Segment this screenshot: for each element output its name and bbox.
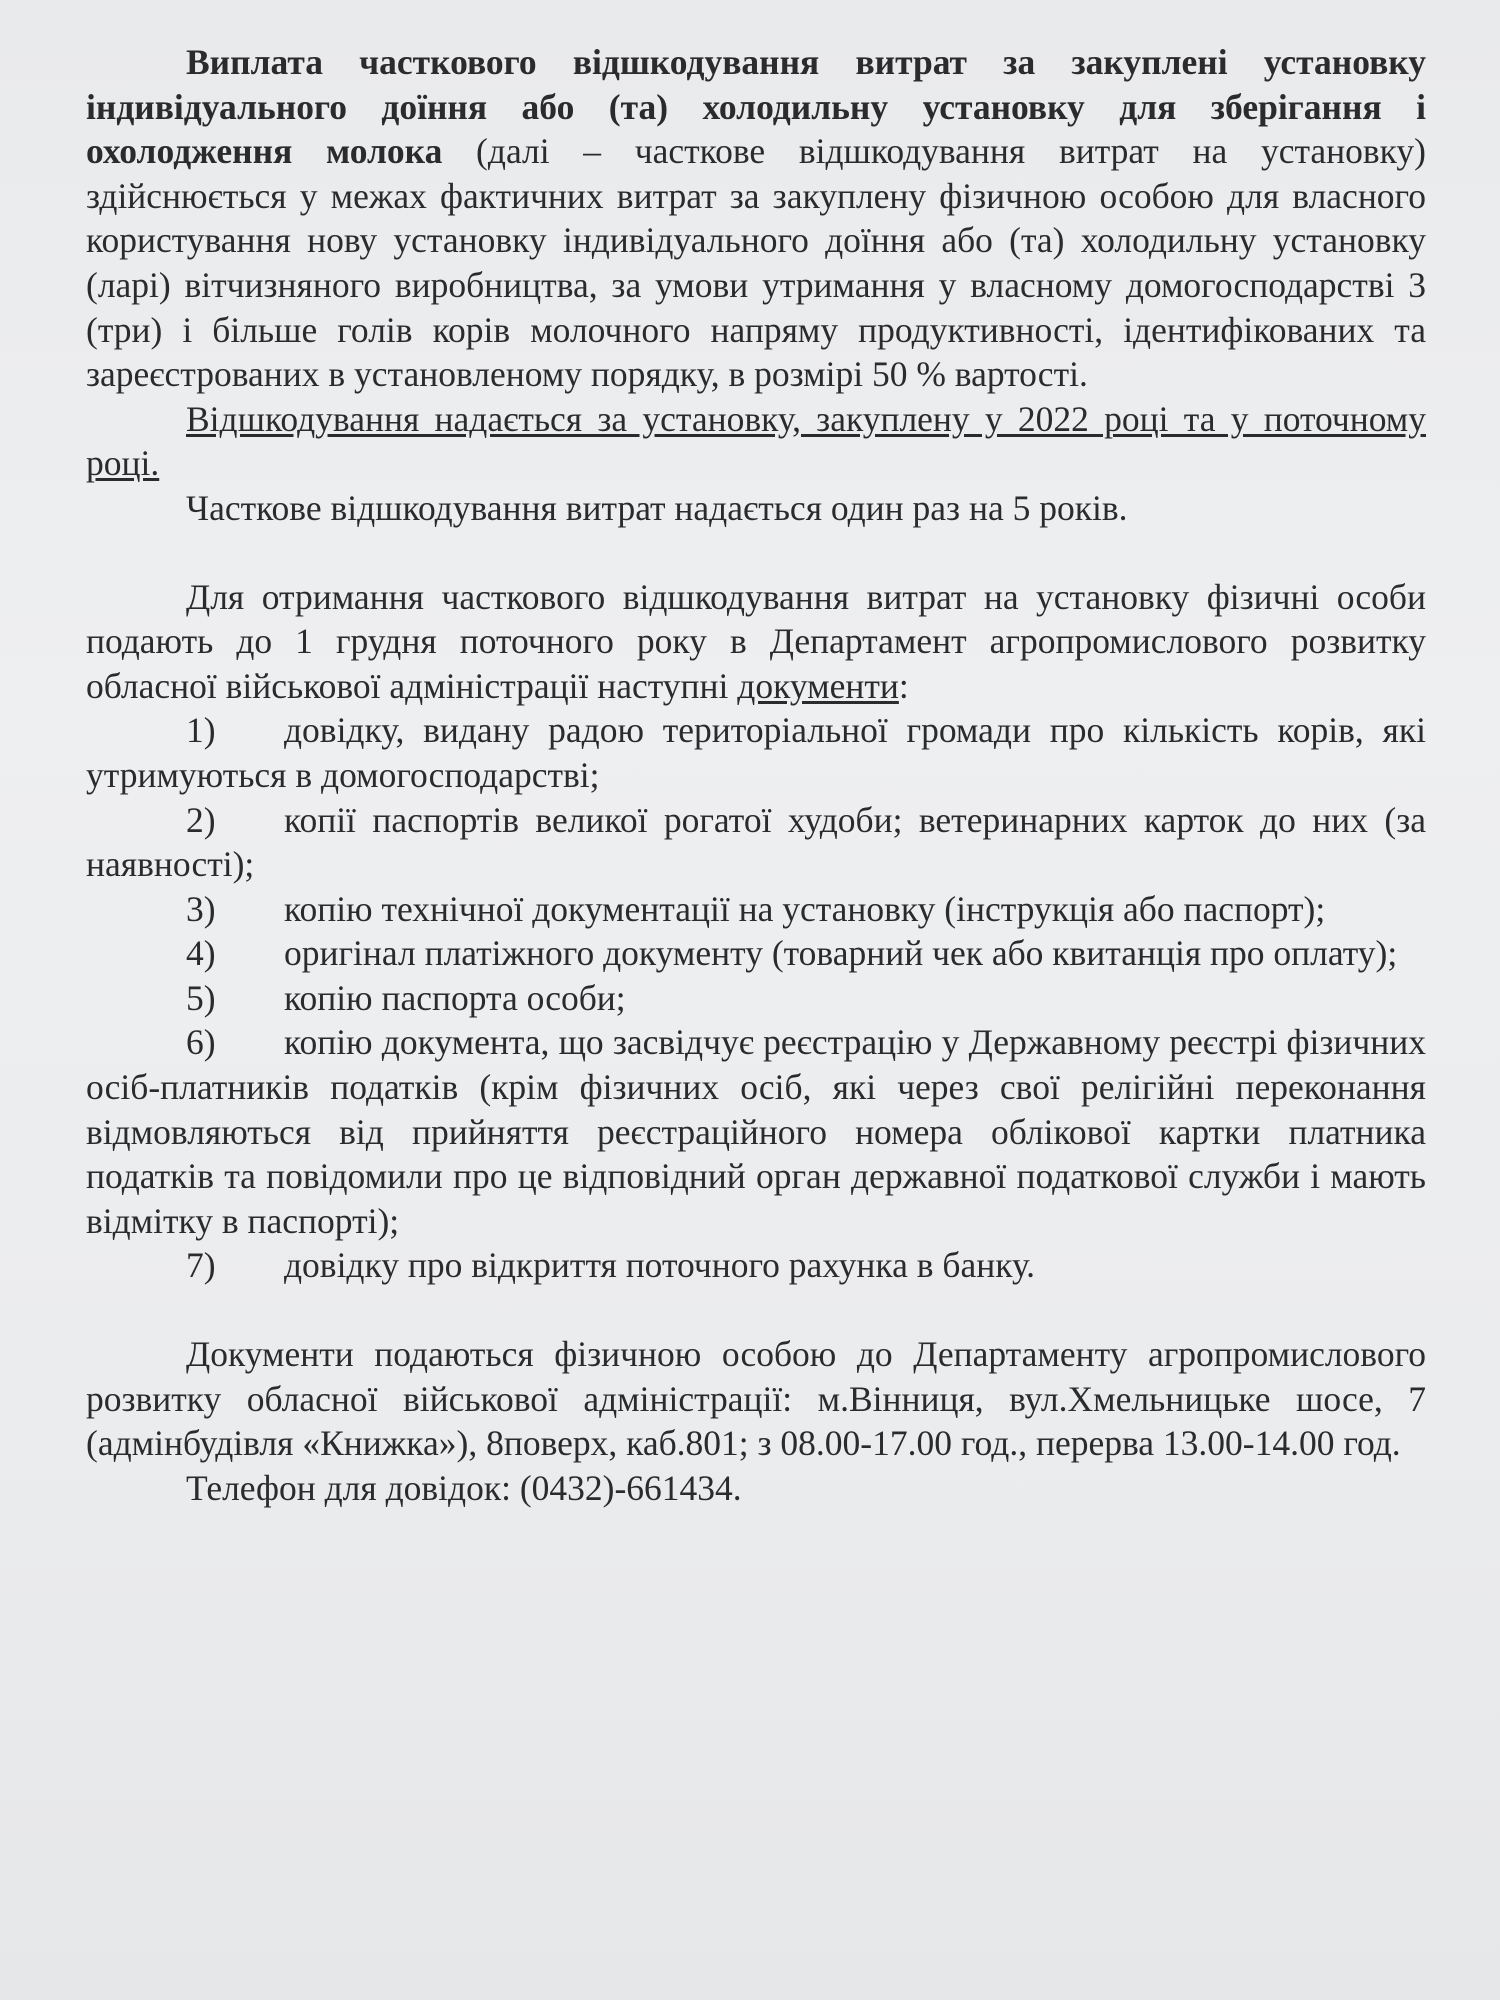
list-item-text: копії паспортів великої рогатої худоби; ветеринарних карток до них (за наявності); bbox=[86, 799, 1426, 885]
once-per-five-years-paragraph: Часткове відшкодування витрат надається один раз на 5 років. bbox=[186, 487, 1128, 528]
list-item-number: 3) bbox=[186, 888, 216, 929]
intro-paragraph bbox=[86, 40, 1426, 397]
list-item-text: копію документа, що засвідчує реєстрацію у Державному реєстрі фізичних осіб-платників податків (крім фізичних осіб, які через свої релігійні переконання відмовляються від прийняття реєстраційного номера облікової картки платника податків та повідомили про це відповідний орган державної податкової служби і мають відмітку в паспорті); bbox=[86, 1022, 1426, 1241]
documents-word: документи bbox=[737, 665, 899, 706]
list-item-text: оригінал платіжного документу (товарний чек або квитанція про оплату); bbox=[284, 933, 1398, 974]
document-list-item bbox=[86, 708, 1426, 797]
document-list-item bbox=[86, 887, 1426, 932]
purchase-year-paragraph: Відшкодування надається за установку, закуплену у 2022 році та у поточному році. bbox=[86, 398, 1426, 484]
spacer bbox=[86, 531, 1426, 575]
list-item-number: 6) bbox=[186, 1022, 216, 1063]
intro-rest: (далі – часткове відшкодування витрат на установку) здійснюється у межах фактичних витрат за закуплену фізичною особою для власного користування нову установку індивідуального доїння або (та) холодильну установку (ларі) вітчизняного виробництва, за умови утримання у власному домогосподарстві 3 (три) і більше голів корів молочного напряму продуктивності, ідентифікованих та зареєстрованих в установленому порядку, в розмірі 50 % вартості. bbox=[86, 131, 1426, 395]
phone-paragraph: Телефон для довідок: (0432)-661434. bbox=[186, 1467, 742, 1508]
documents-intro-paragraph bbox=[86, 575, 1426, 709]
documents-intro-text: Для отримання часткового відшкодування витрат на установку фізичні особи подають до 1 грудня поточного року в Департамент агропромислового розвитку обласної військової адміністрації наступні bbox=[86, 576, 1426, 706]
documents-intro-colon: : bbox=[898, 665, 909, 706]
intro-bold-lead: Виплата часткового відшкодування витрат за закуплені установку індивідуального доїння або (та) холодильну установку для зберігання і охолодження молока bbox=[86, 42, 1426, 172]
list-item-number: 4) bbox=[186, 933, 216, 974]
list-item-number: 7) bbox=[186, 1245, 216, 1286]
list-item-number: 1) bbox=[186, 710, 216, 751]
document-list-item bbox=[86, 976, 1426, 1021]
document-list-item bbox=[86, 931, 1426, 976]
list-item-text: копію паспорта особи; bbox=[284, 977, 626, 1018]
document-list-item bbox=[86, 798, 1426, 887]
document-list-item bbox=[86, 1243, 1426, 1288]
document-page bbox=[86, 40, 1426, 1510]
spacer bbox=[86, 1288, 1426, 1332]
list-item-text: довідку, видану радою територіальної громади про кількість корів, які утримуються в домогосподарстві; bbox=[86, 710, 1426, 795]
list-item-number: 2) bbox=[186, 799, 216, 840]
list-item-text: довідку про відкриття поточного рахунка в банку. bbox=[284, 1245, 1036, 1286]
list-item-number: 5) bbox=[186, 977, 216, 1018]
list-item-text: копію технічної документації на установку (інструкція або паспорт); bbox=[284, 888, 1326, 929]
document-list-item bbox=[86, 1020, 1426, 1243]
address-paragraph: Документи подаються фізичною особою до Департаменту агропромислового розвитку обласної військової адміністрації: м.Вінниця, вул.Хмельницьке шосе, 7 (адмінбудівля «Книжка»), 8поверх, каб.801; з 08.00-17.00 год., перерва 13.00-14.00 год. bbox=[86, 1334, 1426, 1464]
